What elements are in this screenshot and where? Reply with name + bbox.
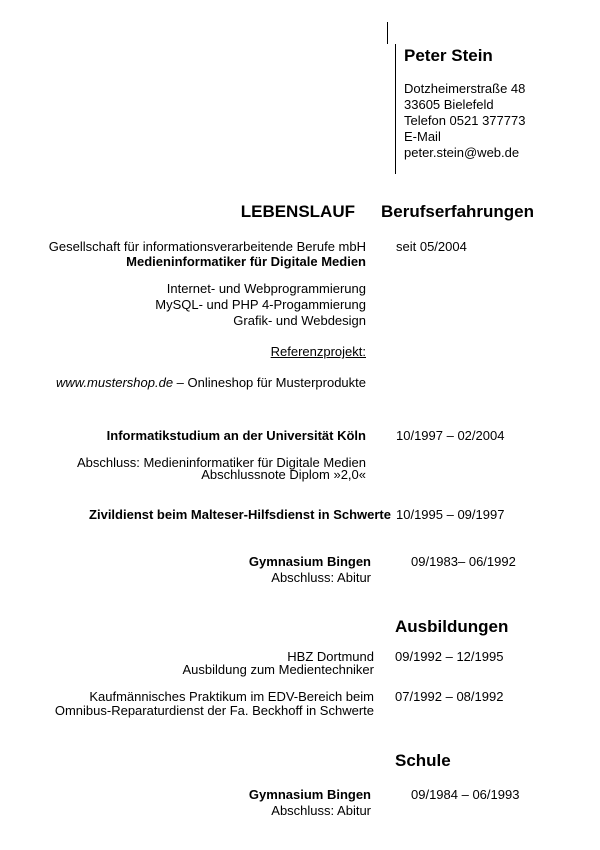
hbz-desc: Ausbildung zum Medientechniker bbox=[182, 662, 374, 677]
study-date: 10/1997 – 02/2004 bbox=[396, 428, 505, 443]
reference-text: – Onlineshop für Musterprodukte bbox=[173, 375, 366, 390]
reference-url: www.mustershop.de bbox=[56, 375, 174, 390]
cv-heading: LEBENSLAUF bbox=[240, 202, 355, 221]
job1-title: Medieninformatiker für Digitale Medien bbox=[126, 254, 366, 269]
internship-date: 07/1992 – 08/1992 bbox=[395, 689, 504, 704]
internship-line2: Omnibus-Reparaturdienst der Fa. Beckhoff in Schwerte bbox=[54, 703, 374, 718]
civil-date: 10/1995 – 09/1997 bbox=[396, 507, 505, 522]
civil-title: Zivildienst beim Malteser-Hilfsdienst in Schwerte bbox=[89, 507, 391, 522]
gym1-date: 09/1983– 06/1992 bbox=[411, 554, 516, 569]
address-email-label: E-Mail bbox=[404, 129, 441, 144]
address-city: 33605 Bielefeld bbox=[404, 97, 494, 112]
address-street: Dotzheimerstraße 48 bbox=[404, 81, 526, 96]
address-phone: Telefon 0521 377773 bbox=[404, 113, 526, 128]
job1-task-2: MySQL- und PHP 4-Progammierung bbox=[155, 297, 366, 312]
gym2-date: 09/1984 – 06/1993 bbox=[411, 787, 520, 802]
address-email: peter.stein@web.de bbox=[404, 145, 520, 160]
job1-date: seit 05/2004 bbox=[396, 239, 467, 254]
work-heading: Berufserfahrungen bbox=[381, 202, 535, 221]
internship-line1: Kaufmännisches Praktikum im EDV-Bereich beim bbox=[89, 689, 374, 704]
gym1-title: Gymnasium Bingen bbox=[248, 554, 371, 569]
education-heading: Ausbildungen bbox=[395, 617, 509, 636]
school-heading: Schule bbox=[395, 751, 451, 770]
reference-line bbox=[56, 375, 366, 391]
hbz-title: HBZ Dortmund bbox=[287, 649, 374, 664]
hbz-date: 09/1992 – 12/1995 bbox=[395, 649, 504, 664]
study-degree: Abschluss: Medieninformatiker für Digitale Medien bbox=[76, 455, 366, 470]
job1-task-1: Internet- und Webprogrammierung bbox=[166, 281, 366, 296]
gym2-degree: Abschluss: Abitur bbox=[271, 803, 371, 818]
study-grade: Abschlussnote Diplom »2,0« bbox=[201, 467, 366, 482]
gym1-degree: Abschluss: Abitur bbox=[271, 570, 371, 585]
reference-label: Referenzprojekt: bbox=[270, 344, 366, 359]
job1-task-3: Grafik- und Webdesign bbox=[233, 313, 366, 328]
header-side-divider bbox=[395, 44, 396, 174]
gym2-title: Gymnasium Bingen bbox=[248, 787, 371, 802]
header-top-divider bbox=[387, 22, 388, 44]
study-title: Informatikstudium an der Universität Köln bbox=[106, 428, 366, 443]
job1-company: Gesellschaft für informationsverarbeitende Berufe mbH bbox=[48, 239, 366, 254]
person-name: Peter Stein bbox=[404, 46, 493, 65]
